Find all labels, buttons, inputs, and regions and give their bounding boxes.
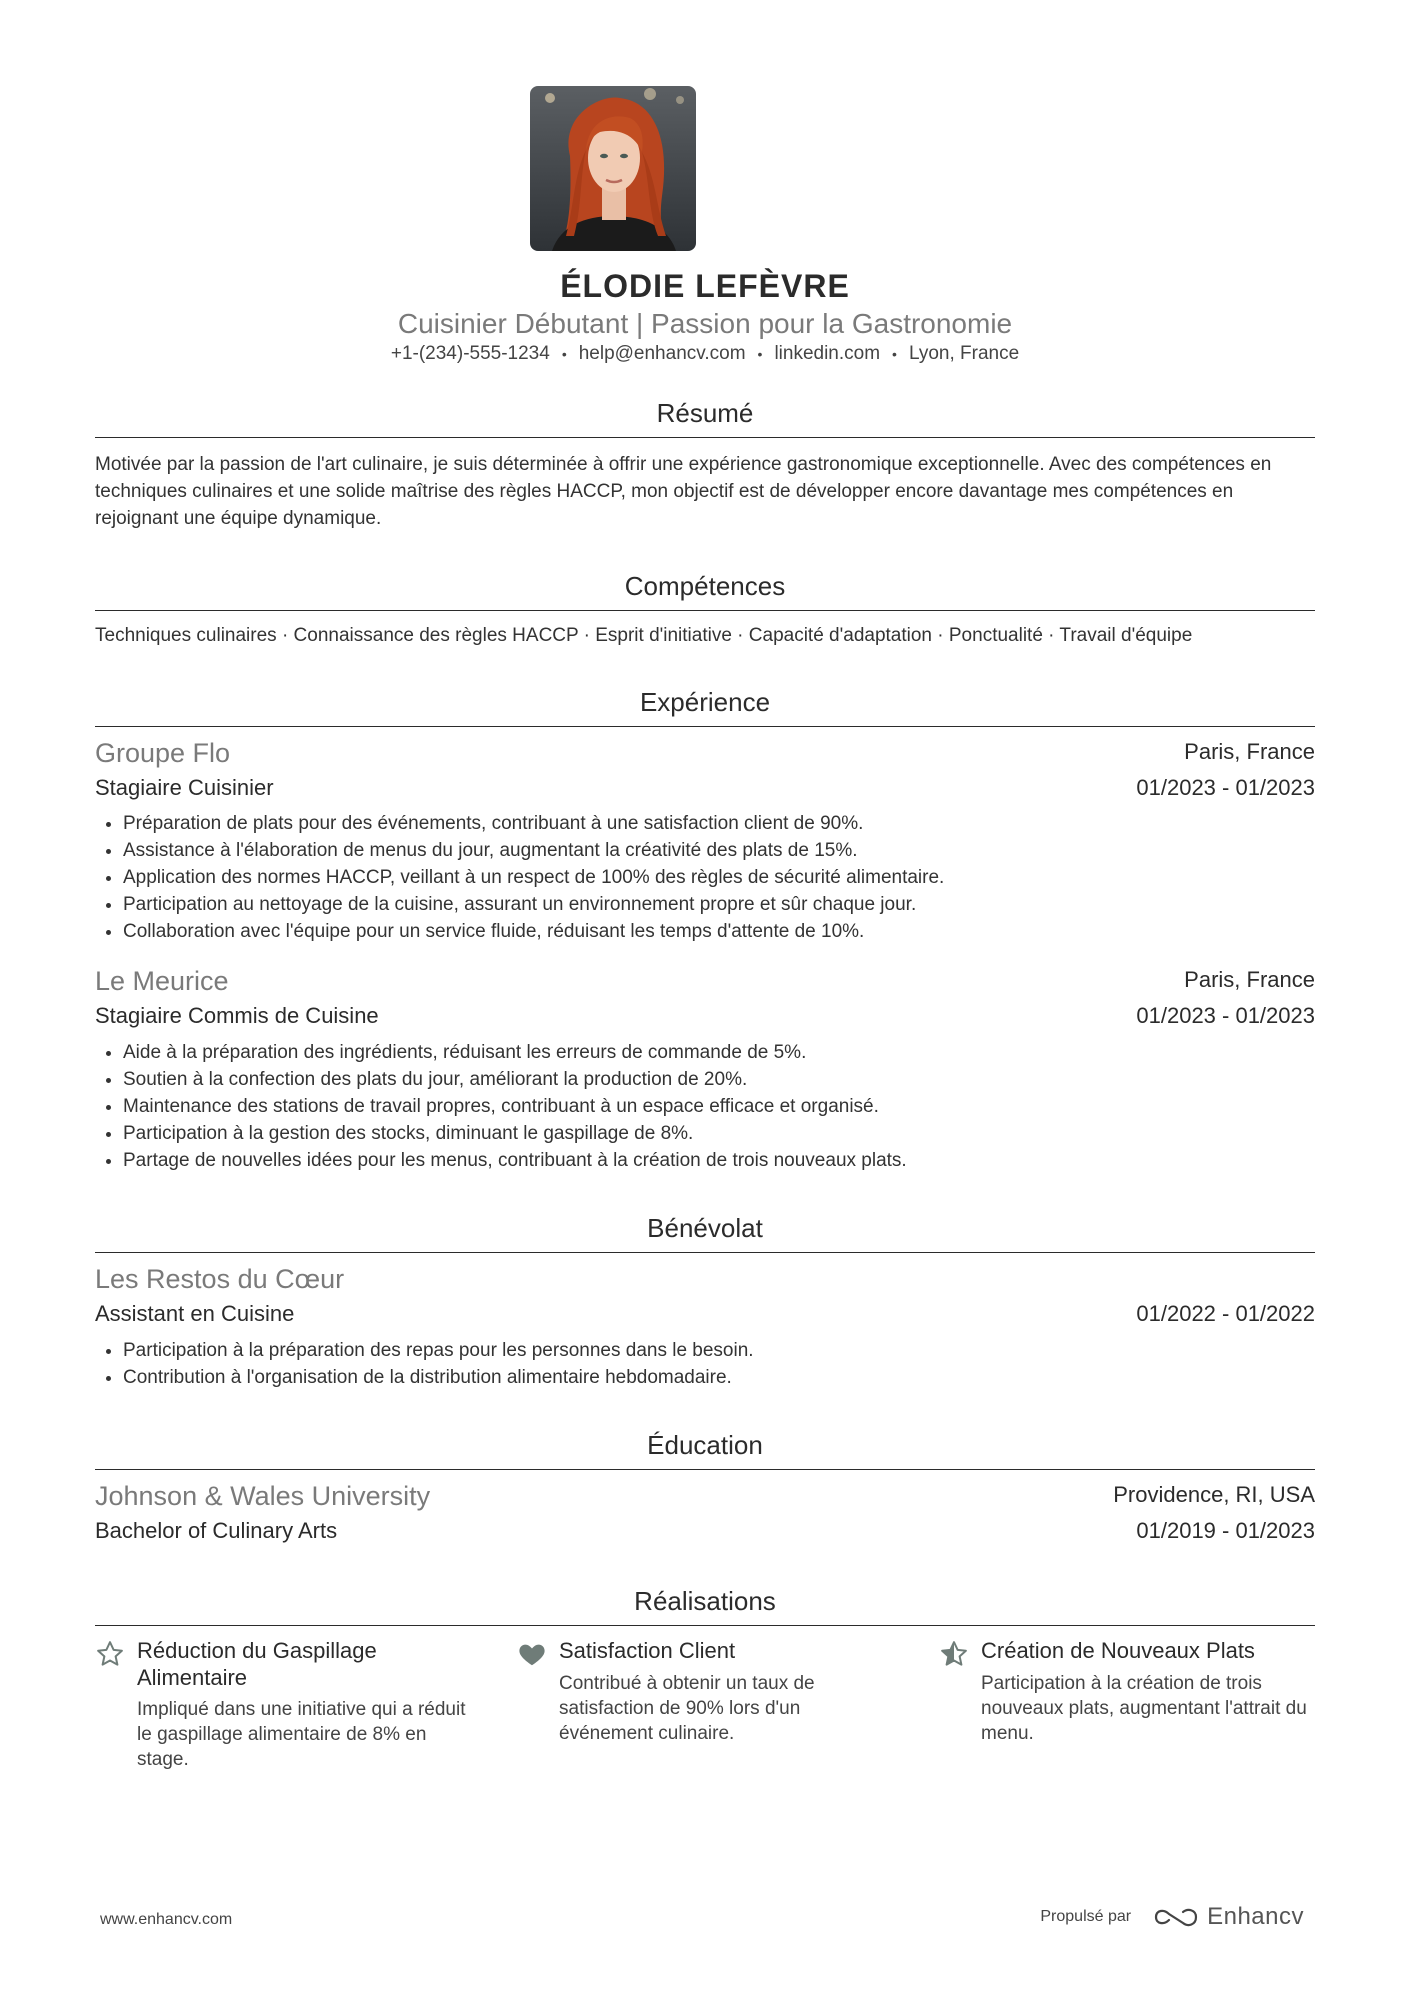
separator: •: [561, 346, 567, 362]
experience-bullets: [95, 1039, 1315, 1174]
section-title-summary: Résumé: [95, 398, 1315, 438]
list-item: • Partage de nouvelles idées pour les menus, contribuant à la création de trois nouveaux plats.: [123, 1147, 1315, 1174]
experience-role: Stagiaire Cuisinier: [95, 775, 274, 800]
experience-bullets: [95, 810, 1315, 945]
contact-line: [95, 343, 1315, 365]
skills-text: Techniques culinaires · Connaissance des règles HACCP · Esprit d'initiative · Capacité d'adaptation · Ponctualité · Travail d'équipe: [95, 625, 1193, 646]
volunteering-role: Assistant en Cuisine: [95, 1301, 295, 1326]
list-item: • Participation au nettoyage de la cuisine, assurant un environnement propre et sûr chaque jour.: [123, 891, 1315, 918]
phone[interactable]: +1-(234)-555-1234: [390, 343, 550, 364]
list-item: • Aide à la préparation des ingrédients, réduisant les erreurs de commande de 5%.: [123, 1039, 1315, 1066]
experience-location: Paris, France: [1184, 739, 1315, 764]
list-item: • Maintenance des stations de travail propres, contribuant à un espace efficace et organisé.: [123, 1093, 1315, 1120]
separator: •: [892, 346, 897, 362]
list-item: • Collaboration avec l'équipe pour un service fluide, réduisant les temps d'attente de 10%.: [123, 918, 1315, 945]
experience-org: Groupe Flo: [95, 738, 231, 768]
section-title-education: Éducation: [95, 1430, 1315, 1470]
star-half-icon: [939, 1639, 969, 1669]
portrait-image: [530, 86, 696, 251]
achievement-desc: Contribué à obtenir un taux de satisfaction de 90% lors d'un événement culinaire.: [559, 1673, 815, 1744]
candidate-tagline: Cuisinier Débutant | Passion pour la Gastronomie: [397, 308, 1013, 339]
section-title-skills: Compétences: [95, 571, 1315, 611]
experience-org: Le Meurice: [95, 966, 229, 996]
candidate-name: ÉLODIE LEFÈVRE: [560, 268, 850, 304]
summary-text: Motivée par la passion de l'art culinaire, je suis déterminée à offrir une expérience gastronomique exceptionnelle. Avec des compétences en techniques culinaires et une solide maîtrise des règles HACCP, mon objectif est de développer encore davantage mes compétences en rejoignant une équipe dynamique.: [95, 454, 1272, 529]
location: Lyon, France: [908, 343, 1020, 364]
list-item: • Préparation de plats pour des événements, contribuant à une satisfaction client de 90%.: [123, 810, 1315, 837]
list-item: • Assistance à l'élaboration de menus du jour, augmentant la créativité des plats de 15%.: [123, 837, 1315, 864]
achievement-desc: Impliqué dans une initiative qui a réduit le gaspillage alimentaire de 8% en stage.: [137, 1699, 466, 1770]
experience-dates: 01/2023 - 01/2023: [1136, 775, 1315, 800]
volunteering-bullets: [95, 1337, 1315, 1391]
footer-url[interactable]: www.enhancv.com: [100, 1911, 233, 1928]
heart-icon: [517, 1639, 547, 1669]
footer-brand[interactable]: [1040, 1902, 1304, 1932]
section-title-volunteering: Bénévolat: [95, 1213, 1315, 1253]
achievement-desc: Participation à la création de trois nouveaux plats, augmentant l'attrait du menu.: [981, 1673, 1307, 1744]
brand-name: Enhancv: [1207, 1903, 1304, 1930]
profile-photo: [530, 86, 696, 251]
education-school: Johnson & Wales University: [95, 1481, 431, 1511]
section-title-experience: Expérience: [95, 687, 1315, 727]
experience-dates: 01/2023 - 01/2023: [1136, 1003, 1315, 1028]
achievement-title: Réduction du Gaspillage Alimentaire: [137, 1638, 377, 1690]
education-dates: 01/2019 - 01/2023: [1136, 1518, 1315, 1543]
separator: •: [757, 346, 763, 362]
achievement-title: Satisfaction Client: [559, 1638, 736, 1663]
list-item: • Contribution à l'organisation de la distribution alimentaire hebdomadaire.: [123, 1364, 1315, 1391]
volunteering-dates: 01/2022 - 01/2022: [1136, 1301, 1315, 1326]
star-outline-icon: [95, 1639, 125, 1669]
list-item: • Participation à la préparation des repas pour les personnes dans le besoin.: [123, 1337, 1315, 1364]
education-location: Providence, RI, USA: [1113, 1482, 1315, 1507]
section-title-achievements: Réalisations: [95, 1586, 1315, 1626]
experience-location: Paris, France: [1184, 967, 1315, 992]
volunteering-org: Les Restos du Cœur: [95, 1264, 345, 1294]
achievement-title: Création de Nouveaux Plats: [981, 1638, 1255, 1663]
education-degree: Bachelor of Culinary Arts: [95, 1518, 338, 1543]
email[interactable]: help@enhancv.com: [578, 343, 746, 364]
linkedin[interactable]: linkedin.com: [774, 343, 881, 364]
experience-role: Stagiaire Commis de Cuisine: [95, 1003, 379, 1028]
list-item: • Participation à la gestion des stocks, diminuant le gaspillage de 8%.: [123, 1120, 1315, 1147]
powered-by-label: Propulsé par: [1040, 1908, 1132, 1925]
list-item: • Application des normes HACCP, veillant à un respect de 100% des règles de sécurité alimentaire.: [123, 864, 1315, 891]
enhancv-logo-icon: [1153, 1905, 1199, 1929]
list-item: • Soutien à la confection des plats du jour, améliorant la production de 20%.: [123, 1066, 1315, 1093]
